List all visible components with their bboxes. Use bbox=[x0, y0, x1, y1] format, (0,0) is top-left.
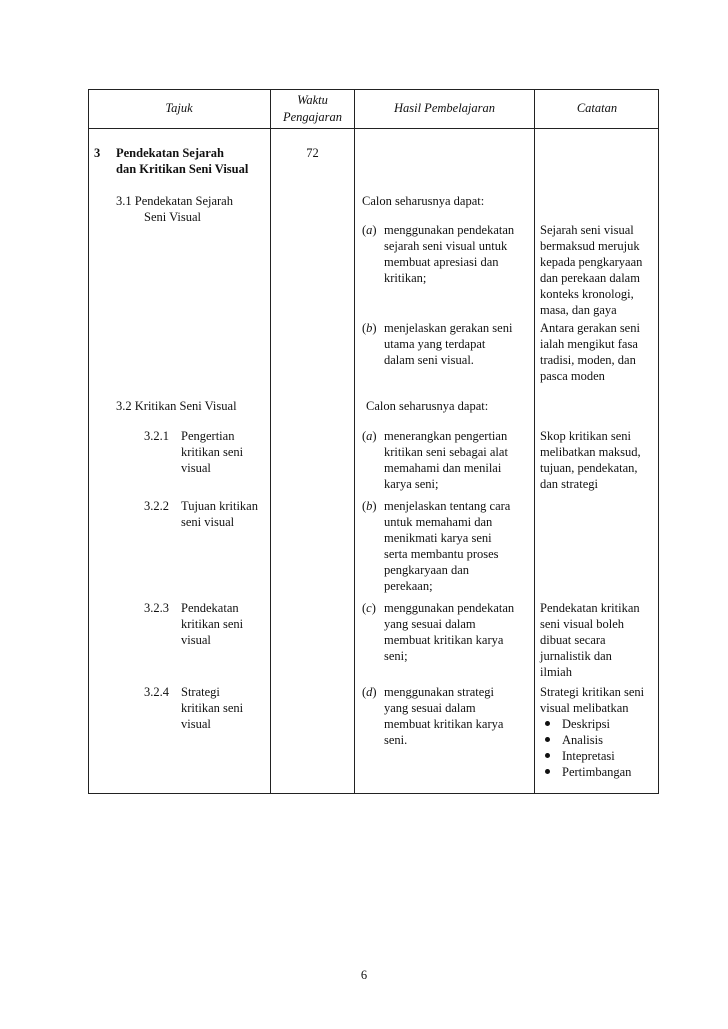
sub32-label: 3.2 Kritikan Seni Visual bbox=[116, 399, 237, 413]
outcome-line: serta membantu proses bbox=[384, 547, 499, 561]
note-line: Sejarah seni visual bbox=[540, 223, 634, 237]
note-line: jurnalistik dan bbox=[540, 649, 612, 663]
item-label-line: Pendekatan bbox=[181, 601, 239, 615]
outcome-letter: (b) bbox=[362, 321, 377, 335]
item-label-line: seni visual bbox=[181, 515, 235, 529]
item-number: 3.2.2 bbox=[144, 499, 169, 513]
bullet-item: Intepretasi bbox=[562, 749, 615, 763]
bullet-icon bbox=[545, 753, 550, 758]
note-line: ialah mengikut fasa bbox=[540, 337, 638, 351]
bullet-item: Deskripsi bbox=[562, 717, 610, 731]
item-label-line: Strategi bbox=[181, 685, 220, 699]
outcome-line: yang sesuai dalam bbox=[384, 617, 476, 631]
outcome-letter: (a) bbox=[362, 429, 377, 443]
item-number: 3.2.1 bbox=[144, 429, 169, 443]
outcome-line: seni. bbox=[384, 733, 408, 747]
sub31-intro: Calon seharusnya dapat: bbox=[362, 194, 485, 208]
item-label-line: visual bbox=[181, 461, 211, 475]
outcome-line: kritikan seni sebagai alat bbox=[384, 445, 508, 459]
outcome-line: menggunakan pendekatan bbox=[384, 223, 515, 237]
section-title-line1: Pendekatan Sejarah bbox=[116, 146, 224, 160]
note-line: tujuan, pendekatan, bbox=[540, 461, 638, 475]
outcome-letter: (d) bbox=[362, 685, 377, 699]
outcome-line: untuk memahami dan bbox=[384, 515, 493, 529]
outcome-line: menjelaskan tentang cara bbox=[384, 499, 511, 513]
bullet-icon bbox=[545, 769, 550, 774]
section-hours: 72 bbox=[306, 146, 319, 160]
item-label-line: Tujuan kritikan bbox=[181, 499, 258, 513]
note-line: Pendekatan kritikan bbox=[540, 601, 640, 615]
outcome-letter: (a) bbox=[362, 223, 377, 237]
outcome-line: karya seni; bbox=[384, 477, 439, 491]
note-line: visual melibatkan bbox=[540, 701, 629, 715]
outcome-line: menjelaskan gerakan seni bbox=[384, 321, 513, 335]
outcome-line: sejarah seni visual untuk bbox=[384, 239, 508, 253]
item-label-line: kritikan seni bbox=[181, 617, 244, 631]
column-divider bbox=[534, 89, 535, 794]
item-label-line: Pengertian bbox=[181, 429, 235, 443]
bullet-item: Pertimbangan bbox=[562, 765, 632, 779]
outcome-line: yang sesuai dalam bbox=[384, 701, 476, 715]
header-waktu-line1: Waktu bbox=[297, 93, 328, 107]
item-label-line: visual bbox=[181, 633, 211, 647]
header-catatan: Catatan bbox=[576, 101, 618, 115]
header-waktu bbox=[271, 92, 354, 126]
sub31-label-line2: Seni Visual bbox=[144, 210, 202, 224]
bullet-icon bbox=[545, 721, 550, 726]
outcome-line: menggunakan strategi bbox=[384, 685, 495, 699]
item-number: 3.2.3 bbox=[144, 601, 169, 615]
outcome-letter: (b) bbox=[362, 499, 377, 513]
header-waktu-line2: Pengajaran bbox=[282, 110, 343, 124]
outcome-line: membuat apresiasi dan bbox=[384, 255, 499, 269]
outcome-line: dalam seni visual. bbox=[384, 353, 474, 367]
note-line: seni visual boleh bbox=[540, 617, 625, 631]
note-line: Antara gerakan seni bbox=[540, 321, 640, 335]
header-divider bbox=[88, 128, 659, 129]
outcome-line: utama yang terdapat bbox=[384, 337, 486, 351]
note-line: dan perekaan dalam bbox=[540, 271, 640, 285]
header-tajuk: Tajuk bbox=[165, 101, 193, 115]
outcome-line: menikmati karya seni bbox=[384, 531, 492, 545]
note-line: Strategi kritikan seni bbox=[540, 685, 645, 699]
note-line: kepada pengkaryaan bbox=[540, 255, 643, 269]
item-label-line: visual bbox=[181, 717, 211, 731]
note-line: pasca moden bbox=[540, 369, 605, 383]
note-line: bermaksud merujuk bbox=[540, 239, 640, 253]
item-label-line: kritikan seni bbox=[181, 701, 244, 715]
page-number: 6 bbox=[360, 968, 368, 982]
note-line: dan strategi bbox=[540, 477, 598, 491]
outcome-line: menerangkan pengertian bbox=[384, 429, 508, 443]
item-number: 3.2.4 bbox=[144, 685, 169, 699]
outcome-line: memahami dan menilai bbox=[384, 461, 502, 475]
column-divider bbox=[270, 89, 271, 794]
outcome-line: pengkaryaan dan bbox=[384, 563, 470, 577]
item-label-line: kritikan seni bbox=[181, 445, 244, 459]
outcome-line: seni; bbox=[384, 649, 408, 663]
note-line: konteks kronologi, bbox=[540, 287, 634, 301]
sub31-label-line1: 3.1 Pendekatan Sejarah bbox=[116, 194, 233, 208]
section-number: 3 bbox=[94, 146, 101, 160]
section-title-line2: dan Kritikan Seni Visual bbox=[116, 162, 249, 176]
sub32-intro: Calon seharusnya dapat: bbox=[366, 399, 489, 413]
outcome-line: membuat kritikan karya bbox=[384, 717, 504, 731]
note-line: masa, dan gaya bbox=[540, 303, 617, 317]
outcome-line: perekaan; bbox=[384, 579, 433, 593]
bullet-icon bbox=[545, 737, 550, 742]
note-line: melibatkan maksud, bbox=[540, 445, 641, 459]
outcome-line: kritikan; bbox=[384, 271, 427, 285]
column-divider bbox=[354, 89, 355, 794]
note-line: dibuat secara bbox=[540, 633, 606, 647]
note-line: Skop kritikan seni bbox=[540, 429, 631, 443]
outcome-line: menggunakan pendekatan bbox=[384, 601, 515, 615]
bullet-item: Analisis bbox=[562, 733, 603, 747]
note-line: tradisi, moden, dan bbox=[540, 353, 636, 367]
header-hasil: Hasil Pembelajaran bbox=[393, 101, 496, 115]
note-line: ilmiah bbox=[540, 665, 572, 679]
outcome-letter: (c) bbox=[362, 601, 376, 615]
outcome-line: membuat kritikan karya bbox=[384, 633, 504, 647]
